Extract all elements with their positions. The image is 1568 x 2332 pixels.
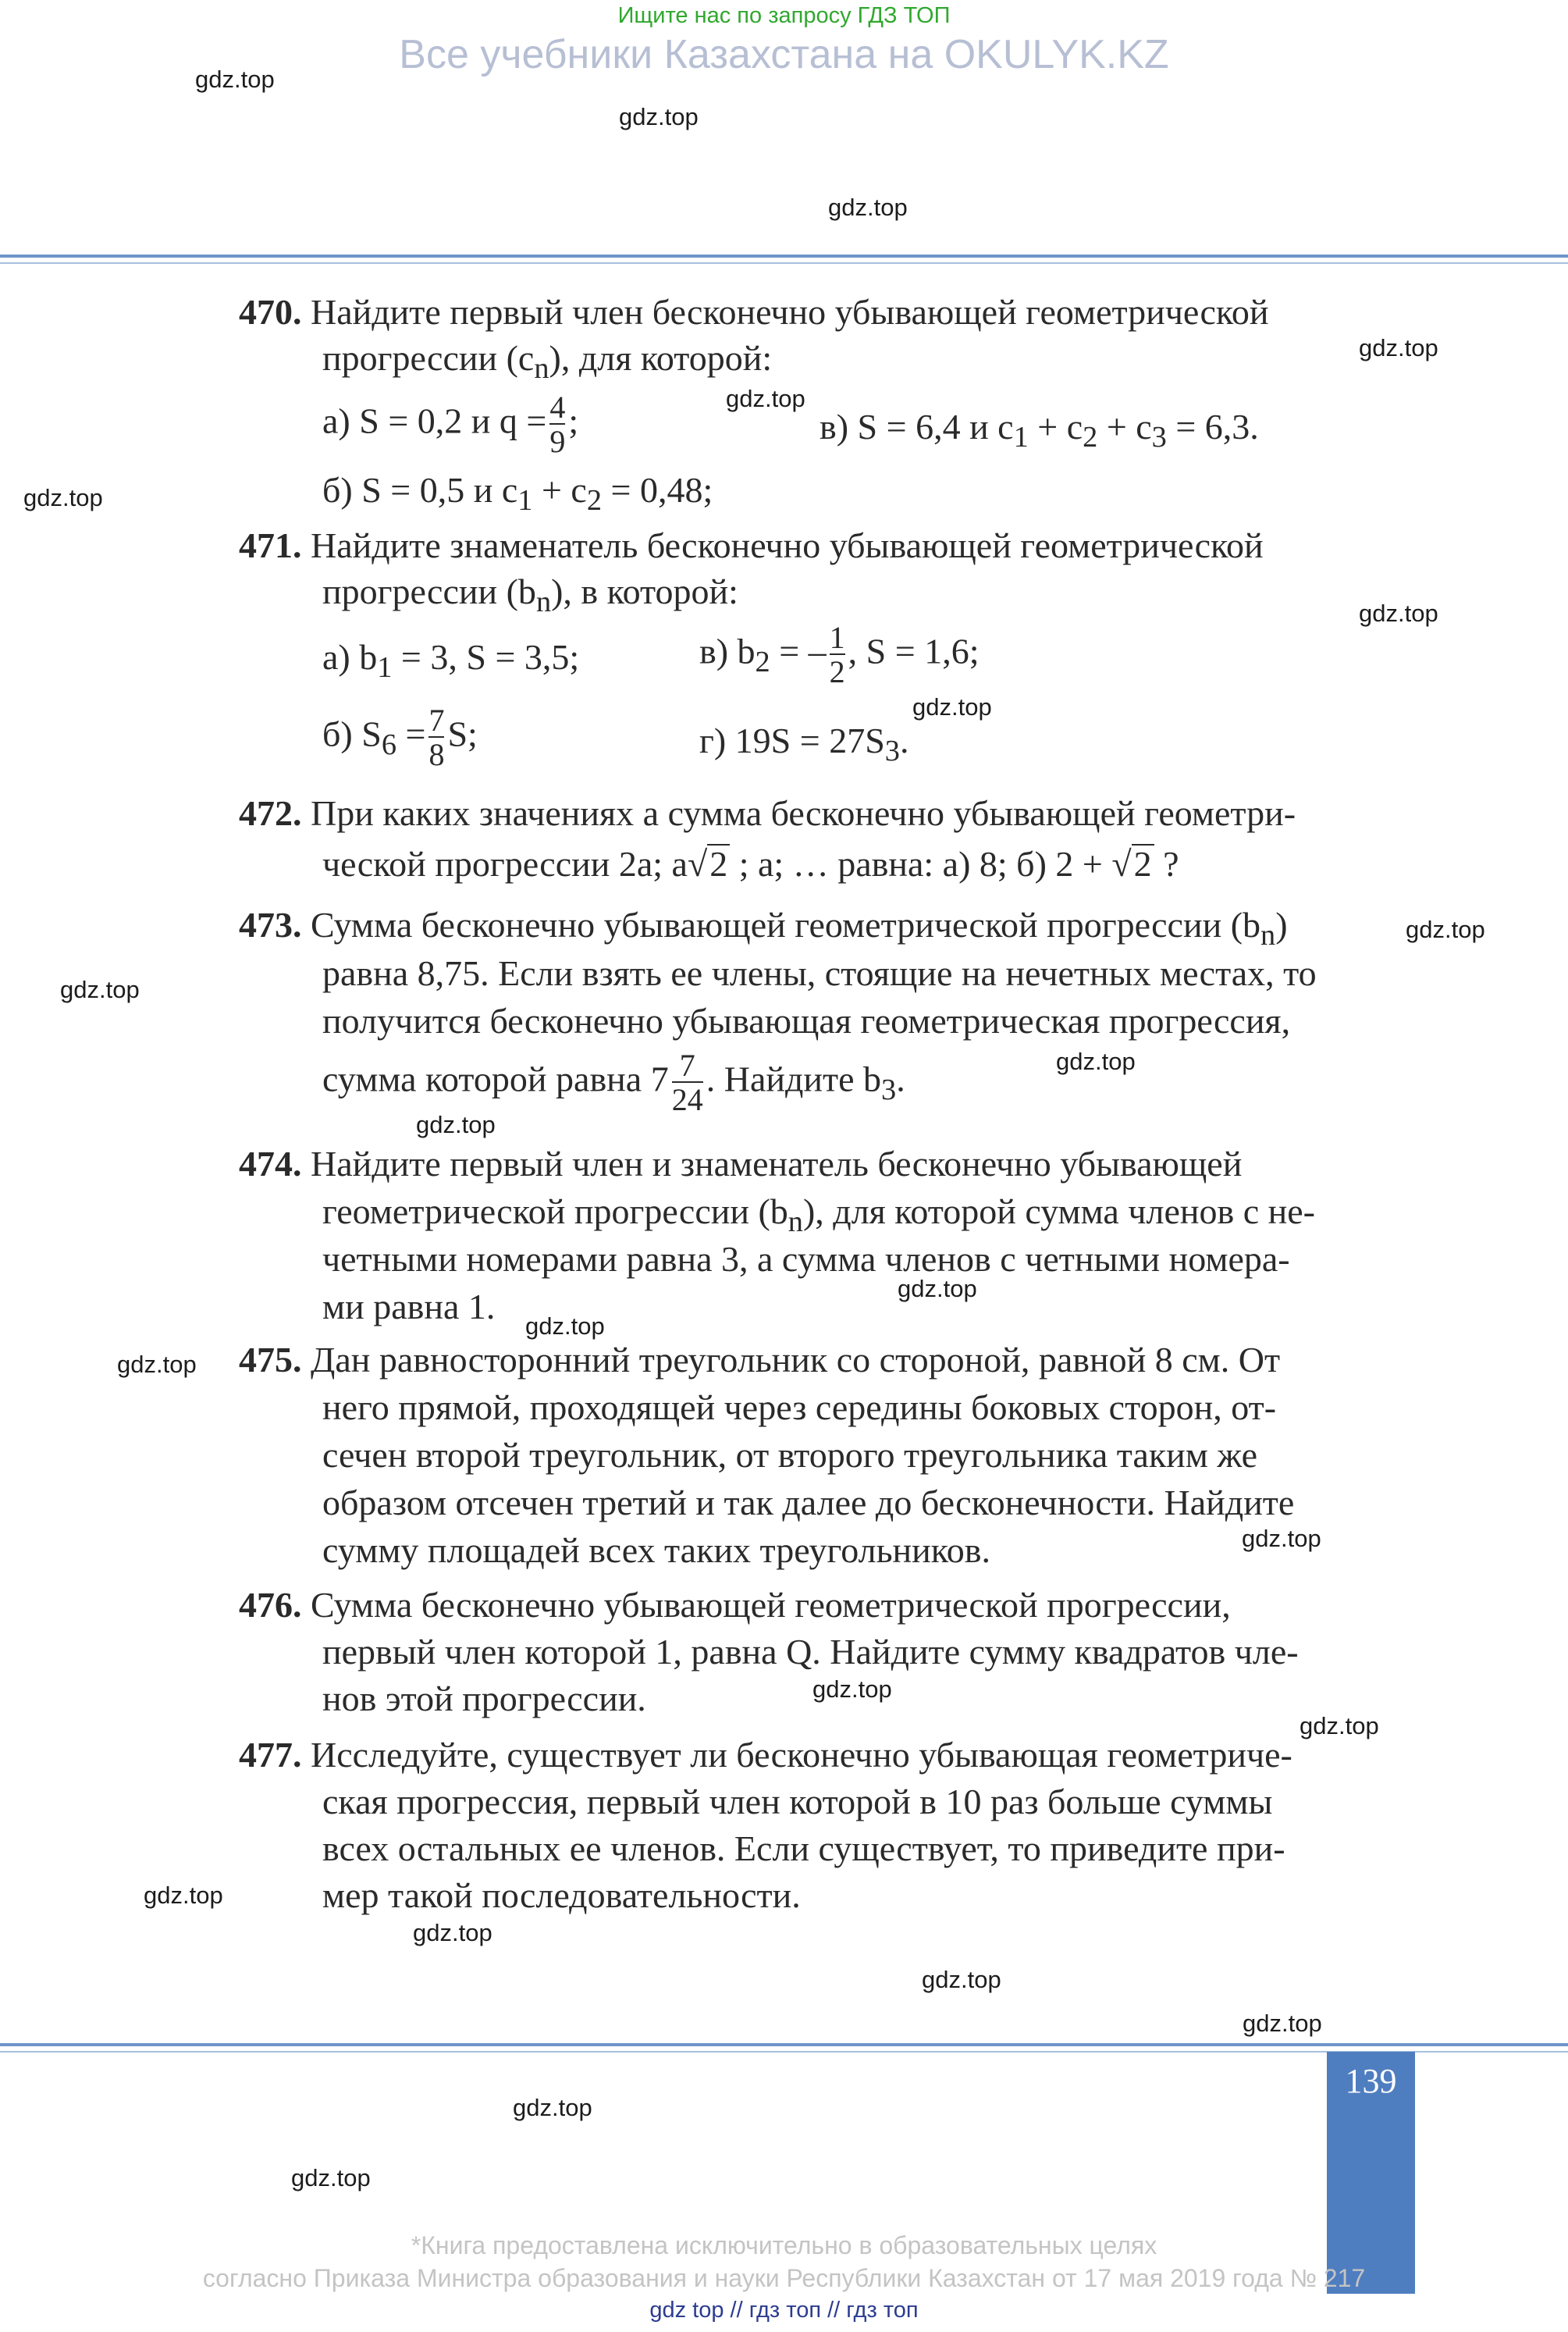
disclaimer-line-1: *Книга предоставлена исключительно в образовательных целях bbox=[411, 2231, 1157, 2259]
problem-470-line-1 bbox=[239, 291, 1269, 333]
text: а) S = 0,2 и q = bbox=[322, 401, 547, 441]
search-hint: Ищите нас по запросу ГДЗ ТОП bbox=[617, 3, 951, 28]
fraction bbox=[428, 705, 444, 771]
text: г) 19S = 27S bbox=[699, 721, 885, 760]
text: Сумма бесконечно убывающей геометрической прогрессии, bbox=[311, 1585, 1231, 1625]
fraction bbox=[672, 1050, 703, 1116]
numerator: 7 bbox=[679, 1048, 695, 1083]
watermark: gdz.top bbox=[1359, 600, 1438, 627]
text: = bbox=[396, 714, 426, 754]
problem-470-b bbox=[322, 469, 713, 518]
problem-471-g bbox=[699, 720, 908, 768]
numerator: 4 bbox=[549, 390, 566, 425]
problem-number: 475. bbox=[239, 1340, 302, 1380]
watermark: gdz.top bbox=[525, 1312, 605, 1340]
denominator: 2 bbox=[829, 654, 845, 689]
problem-470-v bbox=[820, 406, 1259, 454]
watermark: gdz.top bbox=[416, 1111, 496, 1138]
watermark: gdz.top bbox=[1056, 1048, 1136, 1075]
problem-number: 470. bbox=[239, 292, 302, 332]
text: геометрической прогрессии (b bbox=[322, 1191, 788, 1231]
denominator: 9 bbox=[549, 424, 566, 459]
subscript: n bbox=[788, 1205, 803, 1239]
subscript: 2 bbox=[1083, 421, 1098, 454]
problem-473-line-4 bbox=[322, 1050, 905, 1116]
watermark: gdz.top bbox=[898, 1275, 977, 1302]
text: Исследуйте, существует ли бесконечно убывающая геометриче- bbox=[311, 1735, 1292, 1775]
problem-477-line-4: мер такой последовательности. bbox=[322, 1875, 801, 1915]
text: = 6,3. bbox=[1166, 407, 1259, 447]
problem-477-line-3: всех остальных ее членов. Если существует, то приведите при- bbox=[322, 1828, 1285, 1868]
subscript: 1 bbox=[1013, 421, 1029, 454]
text: Сумма бесконечно убывающей геометрической прогрессии (b bbox=[311, 905, 1261, 945]
watermark: gdz.top bbox=[291, 2164, 371, 2191]
text: Найдите первый член бесконечно убывающей геометрической bbox=[311, 292, 1269, 332]
problem-476-line-2: первый член которой 1, равна Q. Найдите сумму квадратов чле- bbox=[322, 1632, 1299, 1672]
problem-471-line-2 bbox=[322, 571, 738, 619]
problem-475-line-3: сечен второй треугольник, от второго треугольника таким же bbox=[322, 1435, 1257, 1475]
text: ? bbox=[1154, 844, 1179, 884]
problem-476-line-1 bbox=[239, 1584, 1231, 1625]
watermark: gdz.top bbox=[413, 1919, 492, 1946]
watermark: gdz.top bbox=[195, 66, 275, 93]
problem-470-line-2 bbox=[322, 337, 772, 386]
problem-number: 472. bbox=[239, 793, 302, 833]
text: Дан равносторонний треугольник со стороной, равной 8 см. От bbox=[311, 1340, 1281, 1380]
text: ), для которой: bbox=[549, 338, 773, 378]
watermark: gdz.top bbox=[922, 1966, 1001, 1993]
text: ческой прогрессии 2a; a bbox=[322, 844, 688, 884]
text: . Найдите b bbox=[706, 1059, 882, 1099]
problem-474-line-1 bbox=[239, 1143, 1242, 1184]
subscript: 1 bbox=[517, 484, 533, 518]
watermark: gdz.top bbox=[1359, 334, 1438, 361]
text: = 0,48; bbox=[602, 470, 713, 510]
problem-number: 474. bbox=[239, 1144, 302, 1184]
bottom-divider bbox=[0, 2043, 1568, 2046]
disclaimer-line-2: согласно Приказа Министра образования и науки Республики Казахстан от 17 мая 2019 года № 217 bbox=[202, 2264, 1366, 2292]
problem-473-line-3: получится бесконечно убывающая геометрическая прогрессия, bbox=[322, 1001, 1291, 1041]
numerator: 1 bbox=[829, 620, 845, 655]
text: Найдите первый член и знаменатель бесконечно убывающей bbox=[311, 1144, 1243, 1184]
text: б) S bbox=[322, 714, 382, 754]
problem-471-b bbox=[322, 705, 478, 771]
text: ), в которой: bbox=[551, 571, 738, 611]
text: прогрессии (b bbox=[322, 571, 536, 611]
text: в) S = 6,4 и c bbox=[820, 407, 1014, 447]
watermark: gdz.top bbox=[828, 194, 908, 221]
problem-475-line-5: сумму площадей всех таких треугольников. bbox=[322, 1530, 991, 1570]
problem-472-line-2: ческой прогрессии 2a; a√2 ; a; … равна: а) 8; б) 2 + √2 ? bbox=[322, 844, 1179, 884]
watermark: gdz.top bbox=[60, 976, 140, 1003]
watermark: gdz.top bbox=[912, 693, 992, 721]
problem-473-line-2: равна 8,75. Если взять ее члены, стоящие на нечетных местах, то bbox=[322, 953, 1317, 993]
watermark: gdz.top bbox=[23, 484, 103, 511]
watermark: gdz.top bbox=[144, 1882, 223, 1909]
sqrt-radicand: 2 bbox=[1132, 844, 1154, 883]
watermark: gdz.top bbox=[513, 2094, 592, 2121]
fraction bbox=[549, 392, 565, 457]
page-number: 139 bbox=[1345, 2062, 1397, 2100]
problem-477-line-2: ская прогрессия, первый член которой в 10 раз больше суммы bbox=[322, 1782, 1273, 1821]
denominator: 8 bbox=[428, 737, 445, 772]
site-banner[interactable]: Все учебники Казахстана на OKULYK.KZ bbox=[399, 32, 1169, 77]
problem-475-line-4: образом отсечен третий и так далее до бесконечности. Найдите bbox=[322, 1483, 1295, 1522]
subscript: n bbox=[534, 352, 549, 386]
top-divider bbox=[0, 255, 1568, 258]
text: + c bbox=[1097, 407, 1152, 447]
problem-473-line-1 bbox=[239, 904, 1288, 952]
problem-474-line-4: ми равна 1. bbox=[322, 1287, 496, 1326]
subscript: 2 bbox=[586, 484, 602, 518]
problem-number: 477. bbox=[239, 1735, 302, 1775]
footer-links[interactable]: gdz top // гдз топ // гдз топ bbox=[649, 2298, 919, 2323]
problem-471-line-1 bbox=[239, 525, 1264, 566]
text: сумма которой равна 7 bbox=[322, 1059, 669, 1099]
text: ; bbox=[568, 401, 579, 441]
problem-number: 473. bbox=[239, 905, 302, 945]
subscript: 3 bbox=[884, 735, 900, 768]
fraction bbox=[830, 622, 845, 688]
problem-number: 476. bbox=[239, 1585, 302, 1625]
subscript: 3 bbox=[1151, 421, 1167, 454]
problem-472-line-1 bbox=[239, 792, 1296, 834]
sqrt-radicand: 2 bbox=[707, 844, 730, 883]
subscript: 3 bbox=[881, 1073, 897, 1106]
text: S; bbox=[447, 714, 478, 754]
text: + c bbox=[1028, 407, 1083, 447]
text: ; a; … равна: а) 8; б) 2 + bbox=[730, 844, 1112, 884]
denominator: 24 bbox=[671, 1082, 703, 1117]
problem-471-a bbox=[322, 636, 579, 685]
problem-476-line-3: нов этой прогрессии. bbox=[322, 1679, 646, 1718]
watermark: gdz.top bbox=[726, 385, 805, 412]
subscript: 2 bbox=[755, 645, 770, 678]
text: в) b bbox=[699, 631, 756, 671]
numerator: 7 bbox=[428, 703, 445, 738]
problem-475-line-2: него прямой, проходящей через середины боковых сторон, от- bbox=[322, 1387, 1277, 1427]
problem-471-v bbox=[699, 622, 979, 688]
watermark: gdz.top bbox=[619, 103, 699, 130]
text: а) b bbox=[322, 637, 378, 677]
text: При каких значениях a сумма бесконечно убывающей геометри- bbox=[311, 793, 1296, 833]
problem-475-line-1 bbox=[239, 1339, 1280, 1380]
text: Найдите знаменатель бесконечно убывающей геометрической bbox=[311, 525, 1264, 565]
subscript: n bbox=[535, 586, 552, 619]
subscript: 6 bbox=[381, 728, 396, 761]
problem-number: 471. bbox=[239, 525, 302, 565]
problem-474-line-3: четными номерами равна 3, а сумма членов с четными номера- bbox=[322, 1239, 1290, 1279]
subscript: n bbox=[1260, 919, 1276, 952]
watermark: gdz.top bbox=[812, 1675, 892, 1703]
text: прогрессии (c bbox=[322, 338, 535, 378]
text: , S = 1,6; bbox=[848, 631, 980, 671]
text: + c bbox=[532, 470, 587, 510]
subscript: 1 bbox=[377, 651, 393, 685]
problem-470-a bbox=[322, 392, 578, 457]
watermark: gdz.top bbox=[1243, 2010, 1322, 2037]
watermark: gdz.top bbox=[1242, 1525, 1321, 1552]
text: . bbox=[896, 1059, 905, 1099]
watermark: gdz.top bbox=[1406, 916, 1485, 943]
top-divider-thin bbox=[0, 262, 1568, 264]
text: ), для которой сумма членов с не- bbox=[802, 1191, 1315, 1231]
problem-474-line-2 bbox=[322, 1191, 1315, 1239]
text: . bbox=[899, 721, 909, 760]
problem-477-line-1 bbox=[239, 1734, 1292, 1775]
text: ) bbox=[1275, 905, 1288, 945]
watermark: gdz.top bbox=[117, 1351, 197, 1378]
text: б) S = 0,5 и c bbox=[322, 470, 518, 510]
text: = 3, S = 3,5; bbox=[392, 637, 580, 677]
watermark: gdz.top bbox=[1300, 1712, 1379, 1739]
text: = – bbox=[770, 631, 827, 671]
